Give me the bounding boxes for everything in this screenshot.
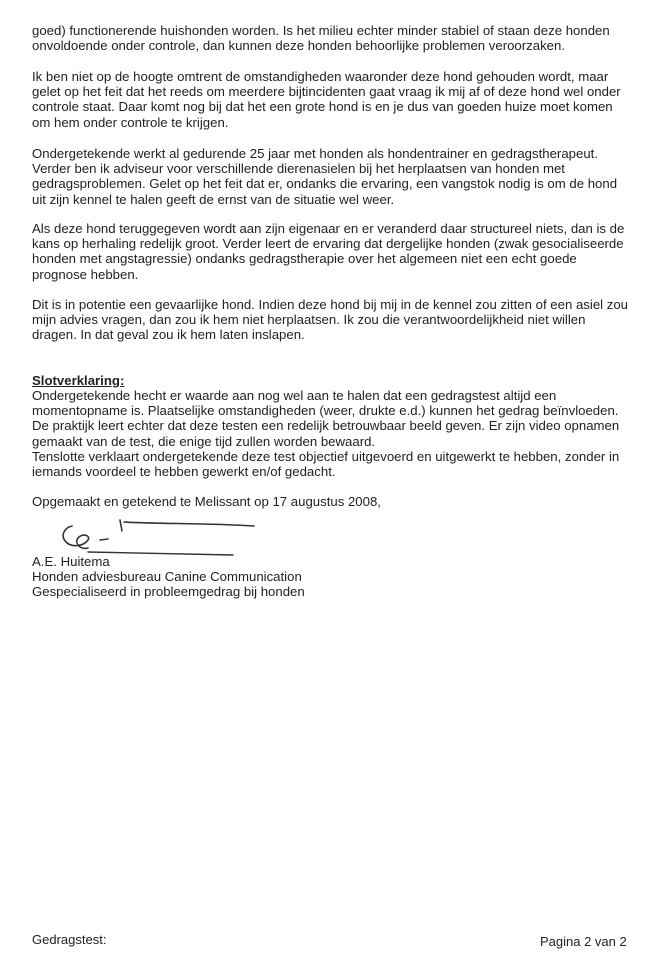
- text-line: De praktijk leert echter dat deze testen een redelijk betrouwbaar beeld geven. Er zijn video opnamen: [32, 418, 620, 434]
- text-line: gemaakt van de test, die enige tijd zullen worden bewaard.: [32, 433, 376, 449]
- text-line: onvoldoende onder controle, dan kunnen deze honden behoorlijke problemen veroorzaken.: [32, 38, 566, 54]
- text-line: Dit is in potentie een gevaarlijke hond. Indien deze hond bij mij in de kennel zou zitten of een asiel zou: [32, 297, 629, 312]
- page-number: Pagina 2 van 2: [540, 934, 627, 949]
- text-line: dragen. In dat geval zou ik hem laten inslapen.: [32, 327, 305, 343]
- text-line: Tenslotte verklaart ondergetekende deze test objectief uitgevoerd en uitgewerkt te hebben, zonder in: [32, 448, 620, 464]
- text-line: kans op herhaling redelijk groot. Verder leert de ervaring dat dergelijke honden (zwak gesocialiseerde: [32, 236, 624, 252]
- text-line: Als deze hond teruggegeven wordt aan zijn eigenaar en er veranderd daar structureel niets, dan is de: [32, 221, 625, 236]
- text-line: Ondergetekende werkt al gedurende 25 jaar met honden als hondentrainer en gedragstherapeut.: [32, 146, 598, 161]
- text-line: Opgemaakt en getekend te Melissant op 17 augustus 2008,: [32, 494, 381, 509]
- place-date-line: [32, 494, 632, 509]
- text-line: uit zijn kennel te halen geeft de ernst van de situatie wel weer.: [32, 191, 395, 207]
- text-line: Ondergetekende hecht er waarde aan nog wel aan te halen dat een gedragstest altijd een: [32, 388, 557, 403]
- text-line: honden met angstagressie) ondanks gedragstherapie over het algemeen niet een echt goede: [32, 251, 577, 267]
- paragraph-1: [32, 23, 632, 53]
- signatory-name: A.E. Huitema: [32, 554, 110, 569]
- paragraph-5: [32, 297, 632, 343]
- paragraph-2: [32, 69, 632, 130]
- text-line: Ik ben niet op de hoogte omtrent de omstandigheden waaronder deze hond gehouden wordt, maar: [32, 69, 609, 84]
- text-line: Verder ben ik adviseur voor verschillende dierenasielen bij het herplaatsen van honden met: [32, 161, 565, 177]
- signatory-block: [32, 554, 632, 600]
- text-line: goed) functionerende huishonden worden. Is het milieu echter minder stabiel of staan deze honden: [32, 23, 610, 38]
- footer-label: Gedragstest:: [32, 932, 107, 947]
- signatory-organization: Honden adviesbureau Canine Communication: [32, 569, 302, 585]
- section-heading: Slotverklaring:: [32, 373, 125, 388]
- text-line: om hem onder controle te krijgen.: [32, 114, 229, 130]
- text-line: mijn advies vragen, dan zou ik hem niet herplaatsen. Ik zou die verantwoordelijkheid niet willen: [32, 312, 586, 328]
- text-line: iemands voordeel te hebben gewerkt en/of gedacht.: [32, 464, 336, 480]
- text-line: controle staat. Daar komt nog bij dat het een grote hond is en je dus van goeden huize moet komen: [32, 99, 613, 115]
- paragraph-3: [32, 146, 632, 207]
- text-line: gedragsproblemen. Gelet op het feit dat er, ondanks die ervaring, een vangstok nodig is om de hond: [32, 176, 618, 192]
- text-line: gelet op het feit dat het reeds om meerdere bijtincidenten gaat vraag ik mij af of deze hond wel onder: [32, 84, 621, 100]
- paragraph-4: [32, 221, 632, 282]
- signatory-specialization: Gespecialiseerd in probleemgedrag bij honden: [32, 584, 305, 600]
- text-line: momentopname is. Plaatselijke omstandigheden (weer, drukte e.d.) kunnen het gedrag beïnvloeden.: [32, 403, 619, 419]
- text-line: prognose hebben.: [32, 266, 139, 282]
- paragraph-6: [32, 388, 632, 479]
